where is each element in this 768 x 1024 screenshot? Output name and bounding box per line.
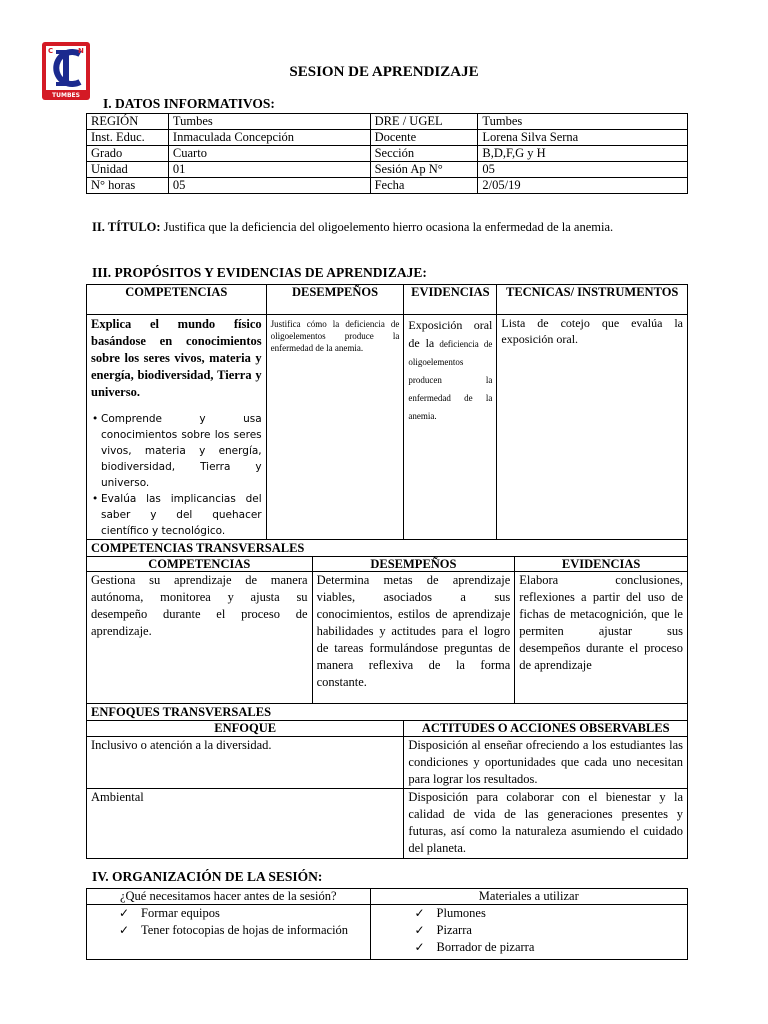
info-value: B,D,F,G y H: [478, 146, 688, 162]
evidencia-rest: deficiencia de oligoelementos producen la enfermedad de la anemia.: [408, 339, 493, 421]
material-item: ✓ Borrador de pizarra: [415, 939, 683, 956]
info-row: [87, 146, 688, 162]
enfoque-header: ENFOQUE: [87, 721, 404, 737]
section-4-heading: IV. ORGANIZACIÓN DE LA SESIÓN:: [92, 869, 323, 884]
info-row: [87, 114, 688, 130]
info-label: Inst. Educ.: [87, 130, 169, 146]
page-title: SESION DE APRENDIZAJE: [289, 64, 479, 80]
info-label: N° horas: [87, 178, 169, 194]
info-value: Tumbes: [478, 114, 688, 130]
antes-item: ✓ Formar equipos: [119, 905, 366, 922]
trans-header-competencias: COMPETENCIAS: [87, 557, 313, 572]
enfoque-actitud: Disposición al enseñar ofreciendo a los estudiantes las condiciones y oportunidades que cada uno necesitan para lograr los resultados.: [404, 737, 688, 789]
capacidades-list: [91, 411, 262, 539]
info-label: Sección: [370, 146, 478, 162]
info-row: [87, 130, 688, 146]
svg-text:C: C: [48, 47, 54, 55]
header-evidencias: EVIDENCIAS: [404, 285, 497, 315]
info-value: Cuarto: [168, 146, 370, 162]
svg-text:TUMBES: TUMBES: [52, 92, 80, 99]
info-value: 05: [478, 162, 688, 178]
titulo-text: Justifica que la deficiencia del oligoelemento hierro ocasiona la enfermedad de la anemia.: [160, 220, 614, 234]
info-row: [87, 178, 688, 194]
section-3-heading: III. PROPÓSITOS Y EVIDENCIAS DE APRENDIZAJE:: [92, 265, 427, 280]
info-value: 01: [168, 162, 370, 178]
capacidad-item: • Comprende y usa conocimientos sobre los seres vivos, materia y energía, biodiversidad, Tierra y universo.: [101, 411, 262, 491]
antes-item: ✓ Tener fotocopias de hojas de información: [119, 922, 366, 939]
info-value: Tumbes: [168, 114, 370, 130]
info-label: Sesión Ap N°: [370, 162, 478, 178]
material-item: ✓ Pizarra: [415, 922, 683, 939]
info-label: DRE / UGEL: [370, 114, 478, 130]
header-desempenos: DESEMPEÑOS: [266, 285, 404, 315]
header-tecnicas: TECNICAS/ INSTRUMENTOS: [497, 285, 688, 315]
enfoque-name: Ambiental: [87, 789, 404, 859]
desempeno-cell: Justifica cómo la deficiencia de oligoelementos produce la enfermedad de la anemia.: [266, 315, 404, 540]
propositos-table: [86, 284, 688, 859]
trans-header-evidencias: EVIDENCIAS: [515, 557, 688, 572]
titulo-label: II. TÍTULO:: [92, 220, 161, 234]
materiales-list: [375, 905, 683, 956]
antes-list: [91, 905, 366, 939]
info-value: Lorena Silva Serna: [478, 130, 688, 146]
organizacion-table: [86, 888, 688, 960]
trans-desempeno: Determina metas de aprendizaje viables, asociados a sus conocimientos, estilos de aprendizaje habilidades y actitudes para el logro de tareas formulándose preguntas de manera reflexiva de la forma constante.: [312, 572, 515, 704]
info-row: [87, 162, 688, 178]
transversales-heading: COMPETENCIAS TRANSVERSALES: [87, 540, 688, 557]
info-value: 2/05/19: [478, 178, 688, 194]
header-competencias: COMPETENCIAS: [87, 285, 267, 315]
competencia-main: Explica el mundo físico basándose en conocimientos sobre los seres vivos, materia y energía, biodiversidad, Tierra y universo.: [91, 317, 262, 399]
enfoques-heading: ENFOQUES TRANSVERSALES: [87, 704, 688, 721]
info-value: 05: [168, 178, 370, 194]
info-label: Docente: [370, 130, 478, 146]
trans-competencia: Gestiona su aprendizaje de manera autónoma, monitorea y ajusta su desempeño durante el proceso de aprendizaje.: [87, 572, 313, 704]
section-2-titulo: [92, 219, 686, 236]
info-value: Inmaculada Concepción: [168, 130, 370, 146]
actitudes-header: ACTITUDES O ACCIONES OBSERVABLES: [404, 721, 688, 737]
evidencia-lead: Exposición oral de la: [408, 318, 493, 350]
trans-evidencia: Elabora conclusiones, reflexiones a partir del uso de fichas de metacognición, que le permiten ajustar sus desempeños durante el proceso de aprendizaje: [515, 572, 688, 704]
antes-header: ¿Qué necesitamos hacer antes de la sesión?: [87, 889, 371, 905]
info-label: REGIÓN: [87, 114, 169, 130]
material-item: ✓ Plumones: [415, 905, 683, 922]
info-label: Grado: [87, 146, 169, 162]
materiales-cell: [370, 905, 687, 960]
competencia-cell: [87, 315, 267, 540]
antes-cell: [87, 905, 371, 960]
section-1-heading: I. DATOS INFORMATIVOS:: [103, 96, 275, 111]
info-label: Unidad: [87, 162, 169, 178]
capacidad-item: • Evalúa las implicancias del saber y del quehacer científico y tecnológico.: [101, 491, 262, 539]
info-label: Fecha: [370, 178, 478, 194]
materiales-header: Materiales a utilizar: [370, 889, 687, 905]
enfoque-name: Inclusivo o atención a la diversidad.: [87, 737, 404, 789]
enfoque-actitud: Disposición para colaborar con el bienestar y la calidad de vida de las generaciones presentes y futuras, así como la naturaleza asumiendo el cuidado del planeta.: [404, 789, 688, 859]
trans-header-desempenos: DESEMPEÑOS: [312, 557, 515, 572]
evidencia-cell: [404, 315, 497, 540]
svg-text:N: N: [78, 47, 84, 55]
tecnica-cell: Lista de cotejo que evalúa la exposición oral.: [497, 315, 688, 540]
datos-informativos-table: [86, 113, 688, 194]
